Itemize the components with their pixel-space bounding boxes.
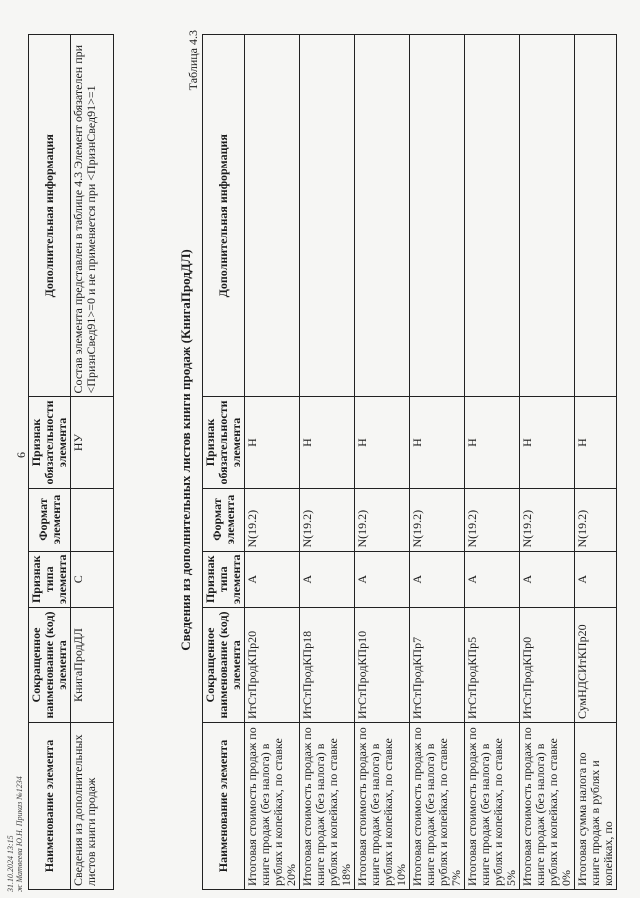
- header-cell: Сокращенное наименование (код) элемента: [203, 608, 245, 723]
- cell-required: Н: [575, 397, 617, 488]
- header-cell: Формат элемента: [29, 488, 71, 551]
- cell-required: Н: [300, 397, 355, 488]
- table-row: [71, 35, 114, 890]
- cell-code: ИтСтПродКПр20: [245, 608, 300, 723]
- cell-name: Итоговая стоимость продаж по книге продаж (без налога) в рублях и копейках, по ставке 18%: [300, 723, 355, 890]
- cell-type: А: [520, 551, 575, 607]
- cell-code: ИтСтПродКПр18: [300, 608, 355, 723]
- cell-format: N(19.2): [465, 488, 520, 551]
- header-cell: Признак типа элемента: [203, 551, 245, 607]
- cell-format: N(19.2): [355, 488, 410, 551]
- page-number: 6: [14, 452, 28, 458]
- cell-required: Н: [520, 397, 575, 488]
- print-stamp: [6, 776, 24, 892]
- table-row: [355, 35, 410, 890]
- cell-required: Н: [355, 397, 410, 488]
- header-cell: Формат элемента: [203, 488, 245, 551]
- cell-code: ИтСтПродКПр5: [465, 608, 520, 723]
- cell-name: Итоговая стоимость продаж по книге продаж (без налога) в рублях и копейках, по ставке 0%: [520, 723, 575, 890]
- cell-code: ИтСтПродКПр7: [410, 608, 465, 723]
- cell-format: N(19.2): [245, 488, 300, 551]
- table-1-header: [29, 35, 71, 890]
- cell-type: А: [355, 551, 410, 607]
- cell-format: N(19.2): [575, 488, 617, 551]
- table-row: [465, 35, 520, 890]
- table-1: [28, 34, 114, 890]
- cell-info: [300, 35, 355, 397]
- cell-type: А: [575, 551, 617, 607]
- table-row: [520, 35, 575, 890]
- table-caption: Сведения из дополнительных листов книги продаж (КнигаПродДЛ): [178, 249, 193, 651]
- header-cell: Дополнительная информация: [203, 35, 245, 397]
- cell-info: Состав элемента представлен в таблице 4.3 Элемент обязателен при <ПризнСвед91>=0 и не применяется при <ПризнСвед91>=1: [71, 35, 114, 397]
- table-row: [300, 35, 355, 890]
- header-cell: Признак обязательности элемента: [29, 397, 71, 488]
- cell-name: Итоговая стоимость продаж по книге продаж (без налога) в рублях и копейках, по ставке 5%: [465, 723, 520, 890]
- cell-code: ИтСтПродКПр10: [355, 608, 410, 723]
- cell-type: А: [410, 551, 465, 607]
- header-cell: Признак типа элемента: [29, 551, 71, 607]
- cell-format: N(19.2): [300, 488, 355, 551]
- cell-type: А: [465, 551, 520, 607]
- table-row: [575, 35, 617, 890]
- cell-required: НУ: [71, 397, 114, 488]
- cell-info: [245, 35, 300, 397]
- cell-required: Н: [245, 397, 300, 488]
- header-cell: Дополнительная информация: [29, 35, 71, 397]
- header-cell: Сокращенное наименование (код) элемента: [29, 608, 71, 723]
- stamp-line-2: ж Матвеева Ю.Н. Приказ №1234: [15, 776, 24, 892]
- cell-required: Н: [410, 397, 465, 488]
- cell-type: А: [300, 551, 355, 607]
- table-number: Таблица 4.3: [186, 30, 200, 91]
- cell-code: КнигаПродДЛ: [71, 608, 114, 723]
- cell-info: [410, 35, 465, 397]
- cell-format: N(19.2): [410, 488, 465, 551]
- header-cell: Признак обязательности элемента: [203, 397, 245, 488]
- cell-info: [520, 35, 575, 397]
- cell-info: [355, 35, 410, 397]
- table-2-header: [203, 35, 245, 890]
- cell-name: Итоговая стоимость продаж по книге продаж (без налога) в рублях и копейках, по ставке 20%: [245, 723, 300, 890]
- cell-required: Н: [465, 397, 520, 488]
- stamp-line-1: 31.10.2024 13:15: [6, 835, 15, 892]
- rotated-content: [6, 20, 615, 892]
- cell-info: [465, 35, 520, 397]
- table-row: [245, 35, 300, 890]
- cell-type: А: [245, 551, 300, 607]
- cell-code: СумНДСИтКПр20: [575, 608, 617, 723]
- cell-name: Сведения из дополнительных листов книги продаж: [71, 723, 114, 890]
- cell-name: Итоговая стоимость продаж по книге продаж (без налога) в рублях и копейках, по ставке 10%: [355, 723, 410, 890]
- header-cell: Наименование элемента: [29, 723, 71, 890]
- cell-format: N(19.2): [520, 488, 575, 551]
- cell-name: Итоговая стоимость продаж по книге продаж (без налога) в рублях и копейках, по ставке 7%: [410, 723, 465, 890]
- cell-info: [575, 35, 617, 397]
- table-row: [410, 35, 465, 890]
- cell-code: ИтСтПродКПр0: [520, 608, 575, 723]
- header-cell: Наименование элемента: [203, 723, 245, 890]
- cell-type: С: [71, 551, 114, 607]
- table-2: [202, 34, 617, 890]
- cell-format: [71, 488, 114, 551]
- cell-name: Итоговая сумма налога по книге продаж в рублях и копейках, по: [575, 723, 617, 890]
